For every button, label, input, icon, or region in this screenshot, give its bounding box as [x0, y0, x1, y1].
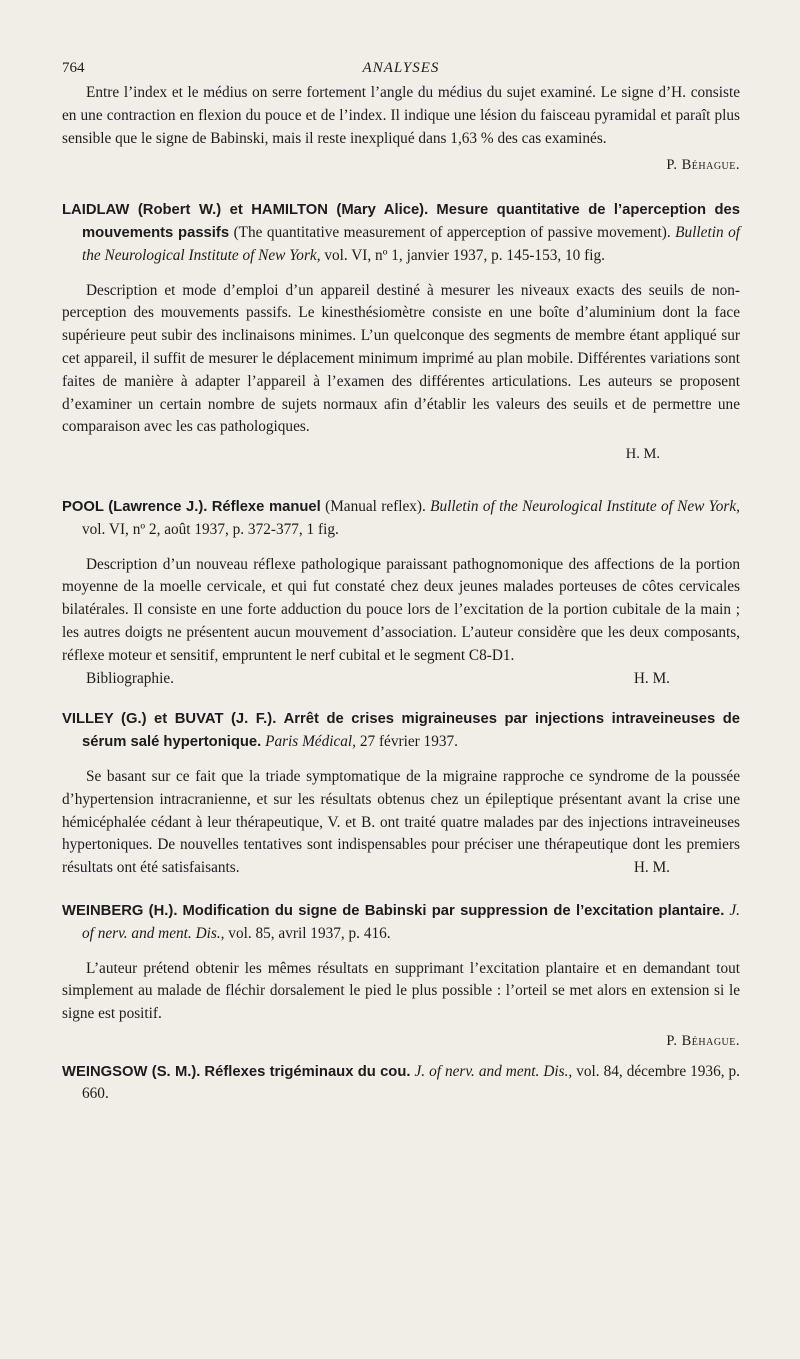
entry-citation: [62, 1061, 740, 1107]
signature: P. Béhague.: [666, 157, 740, 174]
entry-citation: [62, 496, 740, 542]
entry-original-title: (Manual reflex).: [325, 497, 426, 515]
signature: H. M.: [625, 446, 660, 463]
entry-reference: vol. 84, décembre 1936, p. 660.: [82, 1062, 741, 1103]
running-head: [62, 52, 740, 82]
intro-paragraph: Entre l’index et le médius on serre fortement l’angle du médius du sujet examiné. Le signe d’H. consiste en une contraction en flexion du pouce et de l’index. Il indique une lésion du faisceau pyramidal et paraît plus sensible que le signe de Babinski, mais il reste inexpliqué dans 1,63 % des cas examinés.: [62, 84, 740, 147]
entry-abstract: Description et mode d’emploi d’un appareil destiné à mesurer les niveaux exacts des seuils de non-perception des mouvements passifs. Le kinesthésiomètre consiste en une boîte d’aluminium dont la face supérieure peut subir des inclinaisons minimes. L’un quelconque des segments de membre étant appliqué sur cet appareil, il suffit de mesurer le déplacement minimum imprimé au plan mobile. Différentes variations sont faites de manière à adapter l’appareil à l’examen des différentes articulations. Les auteurs se proposent d’examiner un certain nombre de sujets normaux afin d’établir les valeurs des seuils et de permettre une comparaison avec les cas pathologiques.: [62, 281, 740, 436]
entry-citation: [62, 900, 740, 946]
entry-authors: WEINGSOW (S. M.).: [62, 1063, 201, 1080]
entry-authors: POOL (Lawrence J.).: [62, 498, 208, 515]
signature: P. Béhague.: [666, 1032, 740, 1049]
entry-citation: [62, 708, 740, 754]
entry-abstract: Description d’un nouveau réflexe pathologique paraissant pathognomonique des affections de la portion moyenne de la moelle cervicale, et qui fut constaté chez deux jeunes malades porteuses de côtes cervicales bilatérales. Il consiste en une forte adduction du pouce lors de l’excitation de la portion cubitale de la main ; les autres doigts ne présentent aucun mouvement d’association. L’auteur considère que les deux composants, réflexe moteur et sensitif, empruntent le nerf cubital et le segment C8-D1.: [62, 555, 740, 664]
entry-abstract: L’auteur prétend obtenir les mêmes résultats en supprimant l’excitation plantaire et en demandant tout simplement au malade de fléchir dorsalement le pied le plus possible : l’orteil se met alors en extension si le signe est positif.: [62, 959, 740, 1023]
entry-original-title: (The quantitative measurement of apperception of passive movement).: [233, 223, 671, 241]
entry-authors: WEINBERG (H.).: [62, 902, 178, 919]
entry-reference: vol. 85, avril 1937, p. 416.: [228, 924, 391, 942]
entry-authors: LAIDLAW (Robert W.) et HAMILTON (Mary Alice).: [62, 202, 429, 219]
entry-title: Arrêt de crises migraineuses par injections intraveineuses de sérum salé hypertonique.: [82, 711, 740, 751]
entry-journal: Paris Médical,: [265, 733, 357, 751]
entry-reference: vol. VI, nº 2, août 1937, p. 372-377, 1 fig.: [82, 520, 339, 538]
entry-abstract: [62, 766, 740, 880]
entry-reference: 27 février 1937.: [359, 733, 458, 751]
signature: H. M.: [633, 859, 670, 877]
entry-reference: vol. VI, nº 1, janvier 1937, p. 145-153, 10 fig.: [324, 246, 605, 264]
signature: H. M.: [633, 669, 670, 687]
entry-journal: J. of nerv. and ment. Dis.,: [414, 1062, 573, 1080]
entry-title: Réflexes trigéminaux du cou.: [204, 1063, 411, 1080]
entry-journal: J. of nerv. and ment. Dis.,: [82, 901, 740, 942]
entry-abstract-text: Se basant sur ce fait que la triade symptomatique de la migraine rapproche ce syndrome de la poussée d’hypertension intracranienne, et sur les résultats obtenus chez un épileptique présentant avant la crise une hémicéphalée cédant à leur thérapeutique, V. et B. ont traité quatre malades par des injections intraveineuses hypertoniques. De nouvelles tentatives sont indispensables pour préciser une thérapeutique dont les premiers résultats ont été satisfaisants.: [62, 767, 740, 877]
entry-authors: VILLEY (G.) et BUVAT (J. F.).: [62, 711, 277, 728]
page-number: 764: [62, 60, 85, 76]
entry-title: Réflexe manuel: [211, 498, 321, 515]
entry-journal: Bulletin of the Neurological Institute of New York,: [82, 223, 740, 264]
bibliography-row: [62, 668, 740, 691]
entry-title: Modification du signe de Babinski par suppression de l’excitation plantaire.: [182, 902, 725, 919]
bibliography-label: Bibliographie.: [86, 669, 174, 687]
journal-page: [62, 52, 740, 1106]
entry-journal: Bulletin of the Neurological Institute of New York,: [430, 497, 740, 515]
entry-title: Mesure quantitative de l’aperception des mouvements passifs: [82, 202, 740, 241]
running-title: ANALYSES: [362, 60, 440, 76]
entry-citation: [62, 199, 740, 267]
